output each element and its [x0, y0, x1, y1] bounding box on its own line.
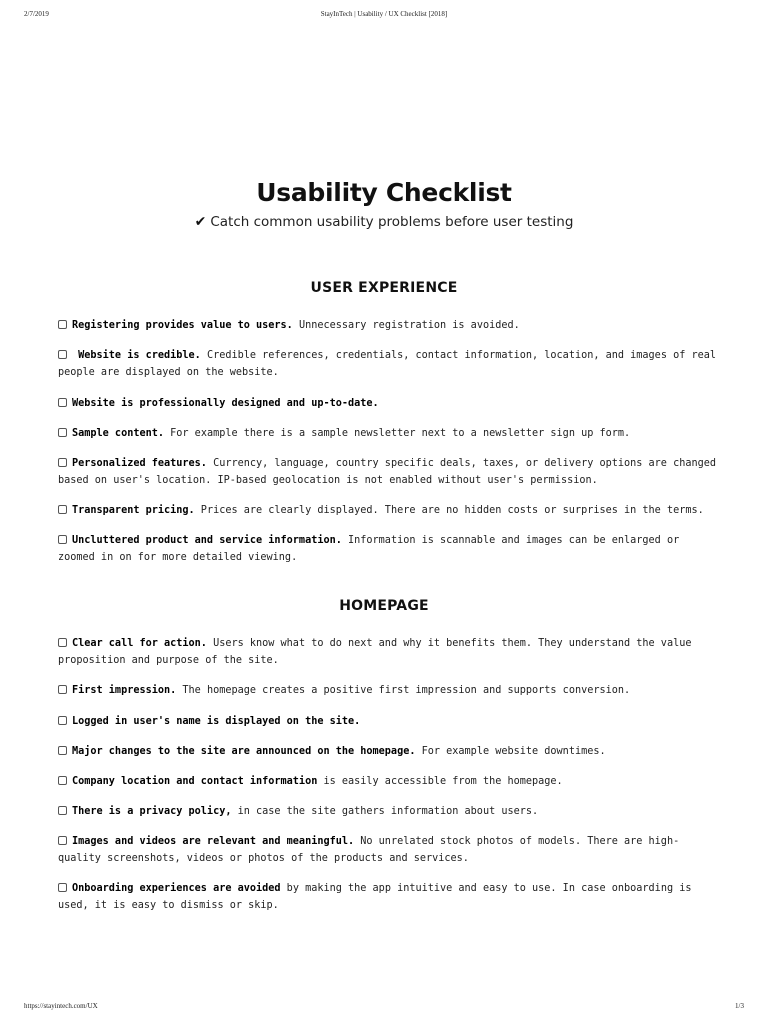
item-title: There is a privacy policy,	[72, 806, 232, 817]
item-description: Users know what to do next and why it benefits them. They understand the value proposition and purpose of the site.	[58, 638, 692, 666]
checkbox[interactable]	[58, 746, 67, 755]
item-description: For example website downtimes.	[415, 746, 606, 757]
page-title: Usability Checklist	[256, 178, 512, 207]
checklist-item	[58, 833, 718, 867]
item-title: First impression.	[72, 685, 177, 696]
checklist-item	[58, 803, 718, 820]
print-header	[0, 10, 768, 22]
checkbox[interactable]	[58, 398, 67, 407]
checklist-item	[58, 425, 718, 442]
item-description: Unnecessary registration is avoided.	[292, 320, 520, 331]
checklist-item	[58, 880, 718, 914]
item-description: by making the app intuitive and easy to use. In case onboarding is used, it is easy to dismiss or skip.	[58, 883, 692, 911]
item-title: Images and videos are relevant and meaningful.	[72, 836, 355, 847]
item-title: Website is credible.	[72, 350, 201, 361]
checkbox[interactable]	[58, 685, 67, 694]
item-title: Uncluttered product and service information.	[72, 535, 342, 546]
item-title: Logged in user's name is displayed on the site.	[72, 716, 361, 727]
checkbox[interactable]	[58, 320, 67, 329]
print-page-number: 1/3	[735, 1002, 744, 1010]
print-footer	[0, 1002, 768, 1014]
checkbox[interactable]	[58, 716, 67, 725]
item-description: No unrelated stock photos of models. There are high-quality screenshots, videos or photos of the products and services.	[58, 836, 680, 864]
item-title: Transparent pricing.	[72, 505, 195, 516]
item-description: Currency, language, country specific deals, taxes, or delivery options are changed based on user's location. IP-based geolocation is not enabled without user's permission.	[58, 458, 717, 486]
checkbox[interactable]	[58, 505, 67, 514]
item-description: is easily accessible from the homepage.	[317, 776, 563, 787]
item-title: Registering provides value to users.	[72, 320, 293, 331]
item-title: Onboarding experiences are avoided	[72, 883, 281, 894]
checklist-item	[58, 502, 718, 519]
checkbox[interactable]	[58, 458, 67, 467]
checklist-item	[58, 743, 718, 760]
section-heading-user-experience: USER EXPERIENCE	[310, 280, 458, 296]
checkbox[interactable]	[58, 535, 67, 544]
checklist-item	[58, 455, 718, 489]
item-title: Major changes to the site are announced on the homepage.	[72, 746, 416, 757]
item-description: Credible references, credentials, contact information, location, and images of real people are displayed on the website.	[58, 350, 717, 378]
checkbox[interactable]	[58, 806, 67, 815]
checklist-item	[58, 682, 718, 699]
item-title: Clear call for action.	[72, 638, 207, 649]
checklist-item	[58, 395, 718, 412]
checkbox[interactable]	[58, 350, 67, 359]
checklist-item	[58, 347, 718, 381]
subtitle-text: Catch common usability problems before user testing	[210, 214, 574, 230]
item-description: Information is scannable and images can be enlarged or zoomed in on for more detailed viewing.	[58, 535, 680, 563]
print-page-title: StayInTech | Usability / UX Checklist [2018]	[320, 10, 448, 18]
item-title: Website is professionally designed and up-to-date.	[72, 398, 379, 409]
checkbox[interactable]	[58, 883, 67, 892]
print-date: 2/7/2019	[24, 10, 49, 18]
checkbox[interactable]	[58, 836, 67, 845]
item-description: Prices are clearly displayed. There are no hidden costs or surprises in the terms.	[194, 505, 704, 516]
checkbox[interactable]	[58, 776, 67, 785]
checklist-item	[58, 532, 718, 566]
checklist-item	[58, 635, 718, 669]
item-title: Sample content.	[72, 428, 165, 439]
item-description: in case the site gathers information about users.	[231, 806, 539, 817]
page-subtitle	[0, 214, 768, 230]
checklist-item	[58, 317, 718, 334]
checklist-item	[58, 773, 718, 790]
item-description: The homepage creates a positive first impression and supports conversion.	[176, 685, 631, 696]
checkbox[interactable]	[58, 638, 67, 647]
print-url: https://stayintech.com/UX	[24, 1002, 98, 1010]
item-title: Personalized features.	[72, 458, 207, 469]
checkmark-icon: ✔	[194, 214, 207, 230]
item-description: For example there is a sample newsletter next to a newsletter sign up form.	[164, 428, 631, 439]
checklist-item	[58, 713, 718, 730]
item-title: Company location and contact information	[72, 776, 318, 787]
checkbox[interactable]	[58, 428, 67, 437]
section-heading-homepage: HOMEPAGE	[339, 598, 429, 614]
